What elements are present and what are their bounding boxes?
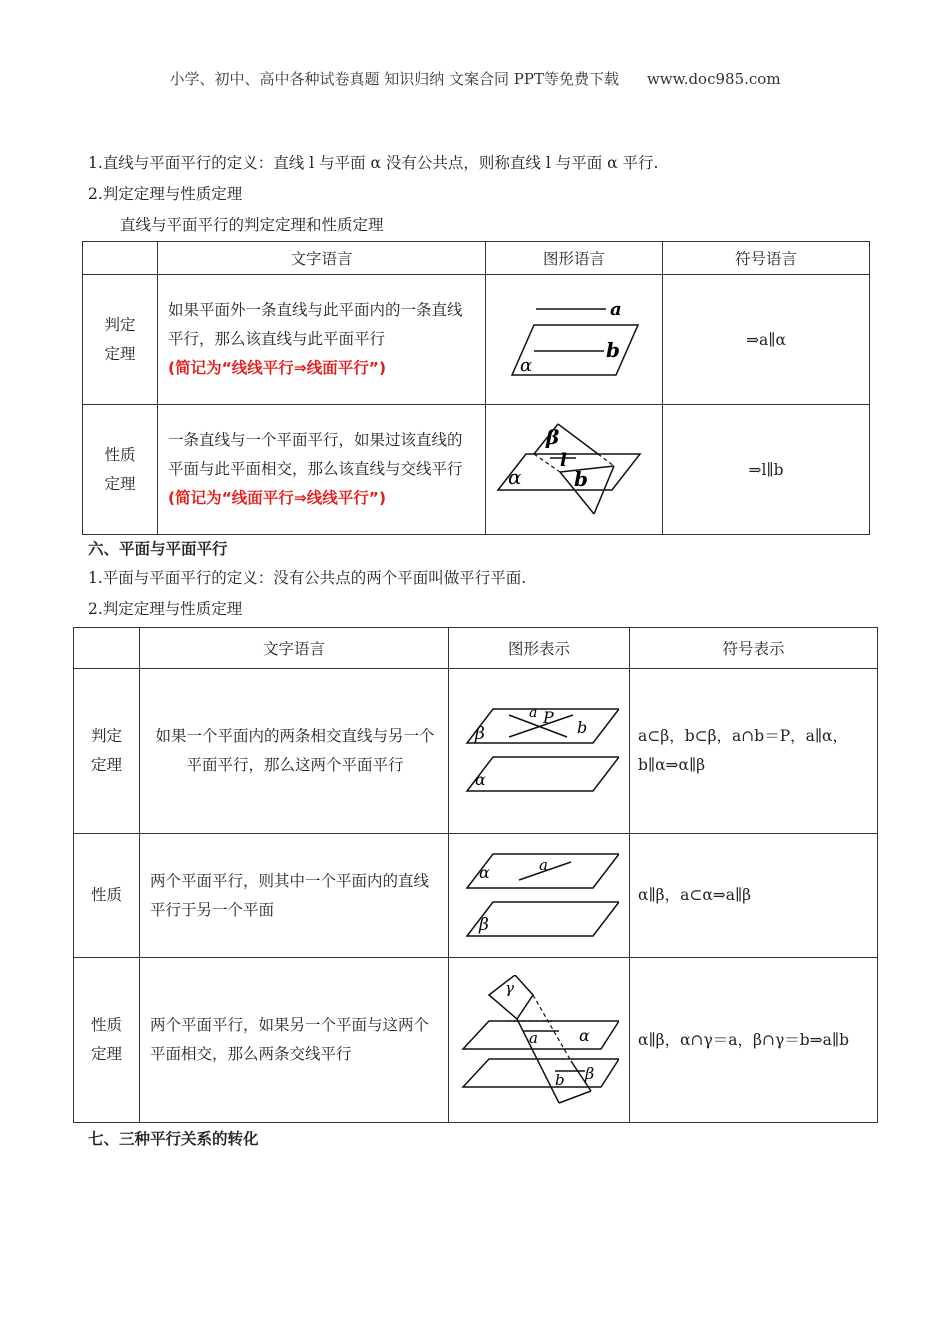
- plane-property-theorem-figure: [449, 958, 630, 1123]
- subheading-theorems: 2.判定定理与性质定理: [88, 185, 243, 203]
- table-row: [74, 834, 878, 958]
- label-a: a: [610, 298, 622, 320]
- table1-corner: [83, 242, 158, 275]
- label-gamma: γ: [505, 979, 514, 997]
- property-note: (简记为“线面平行⇒线线平行”): [168, 489, 387, 507]
- label-beta: β: [479, 914, 489, 935]
- property-symbol: ⇒l∥b: [663, 405, 870, 535]
- row-name-criterion: 判定 定理: [83, 275, 158, 405]
- label-beta: β: [585, 1064, 595, 1083]
- table-row: [74, 669, 878, 834]
- table-row: [83, 275, 870, 405]
- plane-property-figure: [449, 834, 630, 958]
- property-statement: 一条直线与一个平面平行，如果过该直线的平面与此平面相交，那么该直线与交线平行(简记为“线面平行⇒线线平行”): [158, 405, 486, 535]
- table1-header-text: 文字语言: [158, 242, 486, 275]
- table-row: [83, 405, 870, 535]
- label-a: a: [529, 1029, 538, 1047]
- label-l: l: [560, 449, 567, 471]
- plane-plane-criterion-diagram: [459, 701, 619, 801]
- table2-header-symbol: 符号表示: [630, 628, 878, 669]
- label-alpha: α: [475, 770, 486, 789]
- label-b: b: [606, 337, 620, 362]
- table1-header-figure: 图形语言: [486, 242, 663, 275]
- label-a: a: [529, 705, 538, 721]
- table2-header-figure: 图形表示: [449, 628, 630, 669]
- three-planes-diagram: [459, 975, 619, 1105]
- plane-plane-definition: 1.平面与平面平行的定义：没有公共点的两个平面叫做平行平面.: [88, 569, 527, 587]
- plane-criterion-symbol: a⊂β，b⊂β，a∩b＝P，a∥α， b∥α⇒α∥β: [630, 669, 878, 834]
- label-b: b: [577, 718, 588, 737]
- row-name-criterion: 判定 定理: [74, 669, 140, 834]
- label-alpha: α: [579, 1026, 590, 1045]
- plane-property-statement: 两个平面平行，则其中一个平面内的直线平行于另一个平面: [140, 834, 449, 958]
- label-b: b: [574, 466, 588, 491]
- header-site: www.doc985.com: [646, 70, 781, 88]
- plane-plane-theorem-table: [73, 627, 878, 1123]
- row-name-property: 性质 定理: [83, 405, 158, 535]
- plane-property-symbol: α∥β，a⊂α⇒a∥β: [630, 834, 878, 958]
- page-header: [0, 68, 950, 89]
- table2-corner: [74, 628, 140, 669]
- label-alpha: α: [479, 862, 490, 882]
- plane-property-theorem-statement: 两个平面平行，如果另一个平面与这两个平面相交，那么两条交线平行: [140, 958, 449, 1123]
- table1-caption: 直线与平面平行的判定定理和性质定理: [120, 216, 384, 234]
- line-plane-property-diagram: [494, 420, 654, 520]
- criterion-note: (简记为“线线平行⇒线面平行”): [168, 359, 387, 377]
- label-beta: β: [475, 724, 485, 744]
- subheading-theorems-2: 2.判定定理与性质定理: [88, 600, 243, 618]
- plane-property-theorem-symbol: α∥β，α∩γ＝a，β∩γ＝b⇒a∥b: [630, 958, 878, 1123]
- line-plane-theorem-table: [82, 241, 870, 535]
- property-figure: [486, 405, 663, 535]
- label-b: b: [555, 1071, 565, 1089]
- table1-header-symbol: 符号语言: [663, 242, 870, 275]
- section6-title: 六、平面与平面平行: [88, 540, 228, 558]
- line-plane-parallel-diagram: [494, 295, 654, 385]
- criterion-figure: [486, 275, 663, 405]
- table-row: [74, 958, 878, 1123]
- label-alpha: α: [520, 354, 533, 376]
- plane-plane-property-diagram: [459, 848, 619, 944]
- table2-header-text: 文字语言: [140, 628, 449, 669]
- row-name-property-theorem: 性质 定理: [74, 958, 140, 1123]
- criterion-symbol: ⇒a∥α: [663, 275, 870, 405]
- section7-title: 七、三种平行关系的转化: [88, 1130, 259, 1148]
- criterion-statement: 如果平面外一条直线与此平面内的一条直线平行，那么该直线与此平面平行 (简记为“线线平行⇒线面平行”): [158, 275, 486, 405]
- label-a: a: [539, 855, 548, 874]
- row-name-property: 性质: [74, 834, 140, 958]
- label-beta: β: [546, 424, 560, 449]
- plane-criterion-statement: 如果一个平面内的两条相交直线与另一个平面平行，那么这两个平面平行: [140, 669, 449, 834]
- line-plane-definition: 1.直线与平面平行的定义：直线 l 与平面 α 没有公共点，则称直线 l 与平面 α 平行.: [88, 154, 659, 172]
- label-P: P: [543, 708, 554, 727]
- plane-criterion-figure: [449, 669, 630, 834]
- header-text: 小学、初中、高中各种试卷真题 知识归纳 文案合同 PPT等免费下载: [169, 70, 619, 88]
- label-alpha: α: [508, 464, 522, 489]
